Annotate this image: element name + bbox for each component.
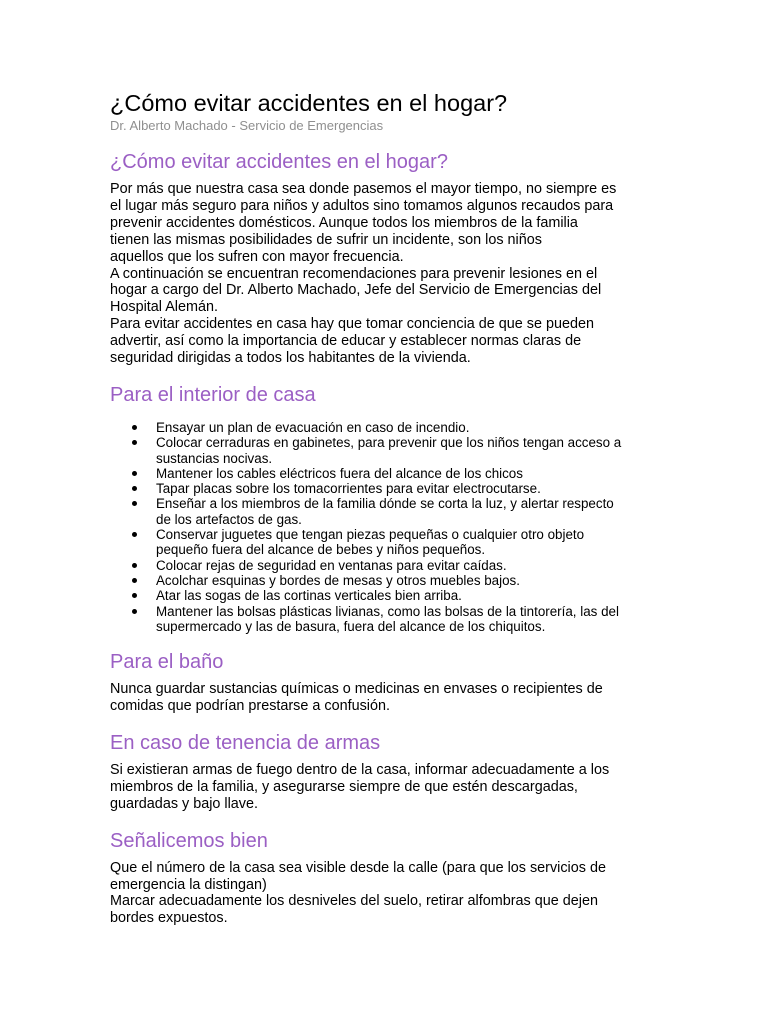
intro-line: tienen las mismas posibilidades de sufrir un incidente, son los niños xyxy=(110,231,542,248)
weapons-line: Si existieran armas de fuego dentro de la casa, informar adecuadamente a los xyxy=(110,761,610,778)
list-item-line: Enseñar a los miembros de la familia dónde se corta la luz, y alertar respecto xyxy=(156,496,614,512)
list-item-line: Colocar cerraduras en gabinetes, para prevenir que los niños tengan acceso a xyxy=(156,435,622,451)
intro-line: advertir, así como la importancia de educar y establecer normas claras de xyxy=(110,333,582,350)
intro-line: Para evitar accidentes en casa hay que tomar conciencia de que se pueden xyxy=(110,316,594,333)
list-item-line: Mantener los cables eléctricos fuera del alcance de los chicos xyxy=(156,465,523,481)
list-item-line: Ensayar un plan de evacuación en caso de incendio. xyxy=(156,419,470,435)
signals-line: emergencia la distingan) xyxy=(110,876,267,893)
intro-line: aquellos que los sufren con mayor frecuencia. xyxy=(110,248,404,265)
bullet-icon xyxy=(132,471,137,476)
list-item xyxy=(110,527,658,558)
weapons-line: guardadas y bajo llave. xyxy=(110,795,259,812)
list-item-line: Atar las sogas de las cortinas verticales bien arriba. xyxy=(156,588,462,604)
bath-paragraph xyxy=(110,681,658,715)
list-item-line: de los artefactos de gas. xyxy=(156,511,302,527)
list-item xyxy=(110,558,658,573)
intro-paragraph xyxy=(110,181,658,367)
intro-line: el lugar más seguro para niños y adultos sino tomamos algunos recaudos para xyxy=(110,197,614,214)
list-item xyxy=(110,435,658,466)
intro-line: prevenir accidentes domésticos. Aunque todos los miembros de la familia xyxy=(110,214,578,231)
bullet-icon xyxy=(132,532,137,537)
interior-heading: Para el interior de casa xyxy=(110,383,316,406)
list-item xyxy=(110,496,658,527)
bath-line: Nunca guardar sustancias químicas o medicinas en envases o recipientes de xyxy=(110,681,603,698)
bullet-icon xyxy=(132,609,137,614)
signals-paragraph xyxy=(110,860,658,928)
list-item-line: Mantener las bolsas plásticas livianas, como las bolsas de la tintorería, las del xyxy=(156,603,619,619)
signals-line: Marcar adecuadamente los desniveles del suelo, retirar alfombras que dejen xyxy=(110,893,598,910)
bath-heading: Para el baño xyxy=(110,651,224,674)
list-item xyxy=(110,420,658,435)
intro-heading: ¿Cómo evitar accidentes en el hogar? xyxy=(110,151,448,173)
bullet-icon xyxy=(132,563,137,568)
bullet-icon xyxy=(132,501,137,506)
intro-line: seguridad dirigidas a todos los habitantes de la vivienda. xyxy=(110,350,471,367)
list-item-line: Conservar juguetes que tengan piezas pequeñas o cualquier otro objeto xyxy=(156,527,585,543)
list-item-line: Tapar placas sobre los tomacorrientes para evitar electrocutarse. xyxy=(156,481,541,497)
document-subtitle: Dr. Alberto Machado - Servicio de Emergencias xyxy=(110,118,384,133)
list-item xyxy=(110,604,658,635)
list-item-line: Colocar rejas de seguridad en ventanas para evitar caídas. xyxy=(156,557,507,573)
signals-line: bordes expuestos. xyxy=(110,910,228,927)
weapons-paragraph xyxy=(110,762,658,813)
list-item-line: Acolchar esquinas y bordes de mesas y otros muebles bajos. xyxy=(156,572,520,588)
intro-line: A continuación se encuentran recomendaciones para prevenir lesiones en el xyxy=(110,265,598,282)
signals-heading: Señalicemos bien xyxy=(110,829,268,852)
bullet-icon xyxy=(132,425,137,430)
weapons-heading: En caso de tenencia de armas xyxy=(110,731,381,754)
list-item xyxy=(110,466,658,481)
list-item xyxy=(110,481,658,496)
list-item xyxy=(110,573,658,588)
intro-line: Hospital Alemán. xyxy=(110,299,218,316)
bath-line: comidas que podrían prestarse a confusión. xyxy=(110,698,390,715)
weapons-line: miembros de la familia, y asegurarse siempre de que estén descargadas, xyxy=(110,778,578,795)
list-item-line: supermercado y las de basura, fuera del alcance de los chiquitos. xyxy=(156,618,546,634)
bullet-icon xyxy=(132,593,137,598)
bullet-icon xyxy=(132,578,137,583)
signals-line: Que el número de la casa sea visible desde la calle (para que los servicios de xyxy=(110,859,606,876)
list-item-line: pequeño fuera del alcance de bebes y niños pequeños. xyxy=(156,542,486,558)
list-item-line: sustancias nocivas. xyxy=(156,450,273,466)
list-item xyxy=(110,588,658,603)
intro-line: hogar a cargo del Dr. Alberto Machado, Jefe del Servicio de Emergencias del xyxy=(110,282,602,299)
intro-line: Por más que nuestra casa sea donde pasemos el mayor tiempo, no siempre es xyxy=(110,181,617,197)
bullet-icon xyxy=(132,440,137,445)
document-page xyxy=(110,88,658,942)
document-title: ¿Cómo evitar accidentes en el hogar? xyxy=(110,90,508,116)
interior-list xyxy=(110,420,658,634)
bullet-icon xyxy=(132,486,137,491)
